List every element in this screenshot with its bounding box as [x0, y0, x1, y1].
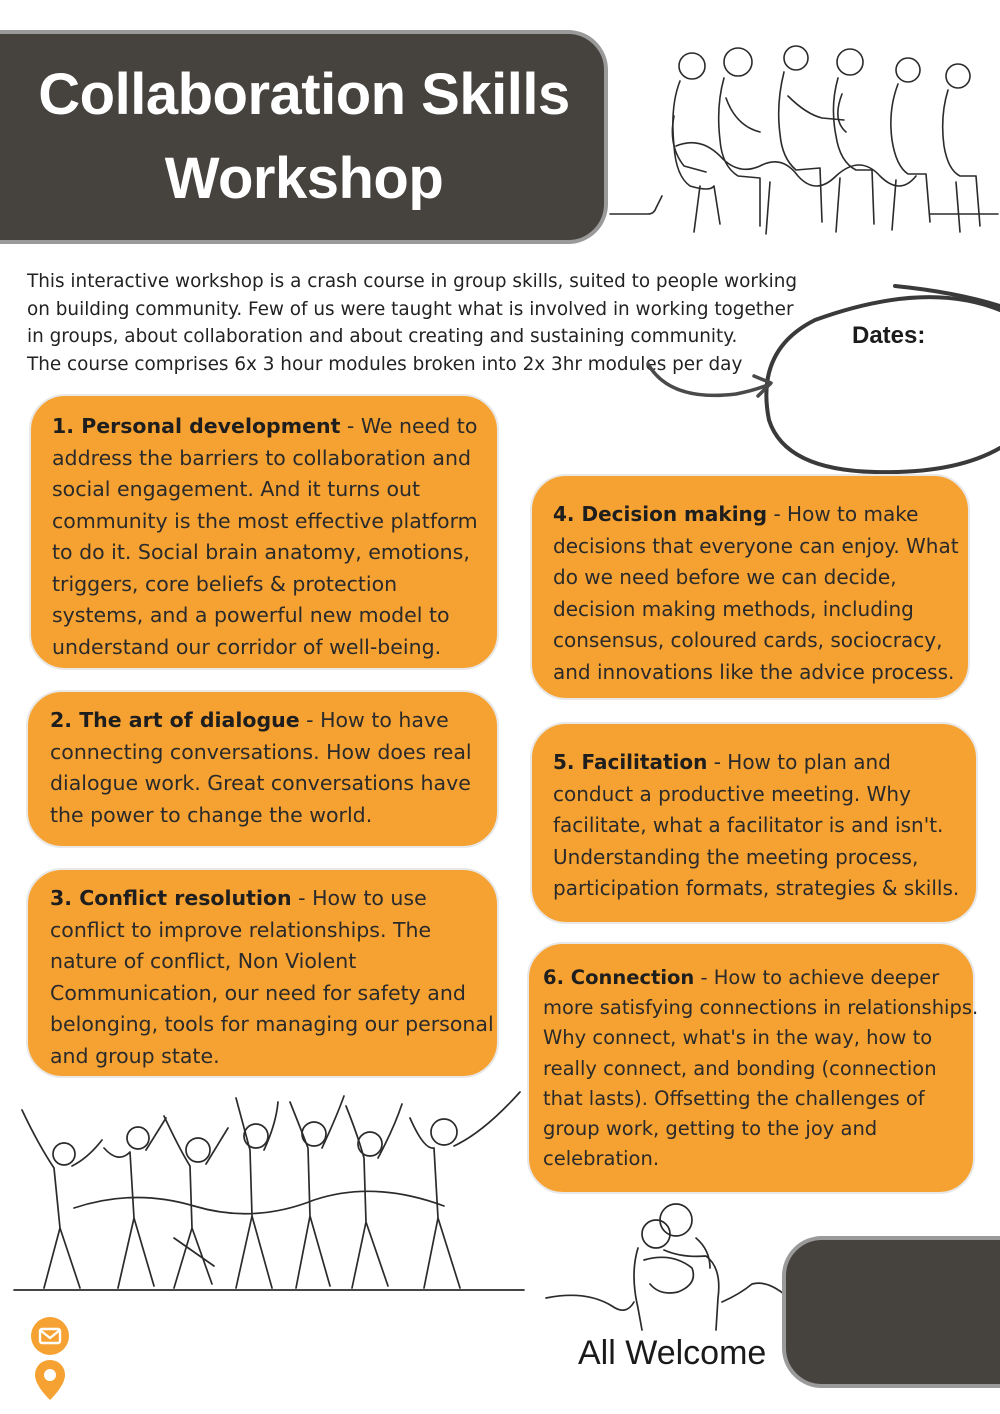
module-text: to do it. Social brain anatomy, emotions, — [52, 540, 470, 564]
intro-line: in groups, about collaboration and about creating and sustaining community. — [27, 326, 738, 347]
welcome-banner — [782, 1236, 1000, 1388]
title-banner — [0, 30, 608, 244]
group-sitting-line-art-icon — [610, 36, 1000, 236]
module-text: connecting conversations. How does real — [50, 739, 472, 764]
curved-arrow-icon — [640, 360, 780, 410]
module-text: dialogue work. Great conversations have — [50, 771, 471, 795]
module-text: the power to change the world. — [50, 802, 373, 827]
module-text: more satisfying connections in relationships. — [543, 996, 979, 1020]
module-text: - How to make — [767, 502, 919, 526]
module-title: 4. Decision making — [553, 502, 768, 526]
module-title: 6. Connection — [543, 966, 695, 989]
module-text: group work, getting to the joy and — [543, 1117, 878, 1141]
module-card-conflict-resolution — [26, 868, 499, 1078]
module-text: Understanding the meeting process, — [553, 844, 919, 869]
module-text: really connect, and bonding (connection — [543, 1056, 937, 1080]
module-title: 5. Facilitation — [553, 750, 708, 774]
intro-line: The course comprises 6x 3 hour modules broken into 2x 3hr modules per day — [27, 353, 743, 375]
module-text: nature of conflict, Non Violent — [50, 949, 357, 973]
module-card-facilitation — [530, 722, 978, 924]
module-text: participation formats, strategies & skills. — [553, 876, 960, 900]
module-text: facilitate, what a facilitator is and isn't. — [553, 813, 944, 837]
location-pin-icon[interactable] — [33, 1358, 67, 1402]
page-title-line-1: Collaboration Skills — [38, 62, 570, 127]
module-card-art-of-dialogue — [26, 690, 499, 848]
module-text: and innovations like the advice process. — [553, 659, 955, 684]
hugging-couple-line-art-icon — [546, 1198, 786, 1336]
page-title-line-2: Workshop — [164, 146, 444, 211]
module-text: - How to have — [299, 708, 449, 732]
module-text: decision making methods, including — [553, 596, 914, 621]
module-text: consensus, coloured cards, sociocracy, — [553, 628, 943, 652]
module-text: that lasts). Offsetting the challenges of — [543, 1086, 925, 1110]
module-text: social engagement. And it turns out — [52, 477, 421, 501]
all-welcome-text: All Welcome — [578, 1334, 767, 1372]
intro-line: This interactive workshop is a crash course in group skills, suited to people working — [27, 271, 798, 292]
module-text: celebration. — [543, 1147, 660, 1171]
module-text: - How to plan and — [707, 750, 891, 774]
module-text: do we need before we can decide, — [553, 565, 897, 589]
module-text: - How to achieve deeper — [694, 966, 940, 989]
module-text: and group state. — [50, 1043, 220, 1068]
module-text: decisions that everyone can enjoy. What — [553, 533, 959, 558]
module-text: - We need to — [340, 414, 478, 438]
module-text: triggers, core beliefs & protection — [52, 571, 398, 596]
module-text: Communication, our need for safety and — [50, 980, 466, 1005]
module-card-decision-making — [530, 474, 970, 700]
dates-label: Dates: — [852, 322, 926, 349]
module-text: conflict to improve relationships. The — [50, 917, 432, 942]
module-title: 2. The art of dialogue — [50, 708, 300, 732]
module-card-connection — [527, 942, 979, 1194]
module-text: - How to use — [291, 886, 427, 910]
module-text: systems, and a powerful new model to — [52, 603, 450, 627]
module-text: understand our corridor of well-being. — [52, 634, 442, 659]
module-text: conduct a productive meeting. Why — [553, 781, 911, 806]
email-icon[interactable] — [30, 1316, 70, 1356]
module-card-personal-development — [29, 394, 499, 670]
module-text: belonging, tools for managing our personal — [50, 1012, 494, 1036]
dates-circle — [755, 270, 1000, 480]
module-title: 1. Personal development — [52, 414, 341, 438]
intro-line: on building community. Few of us were taught what is involved in working together — [27, 298, 794, 320]
module-text: address the barriers to collaboration and — [52, 445, 471, 470]
module-title: 3. Conflict resolution — [50, 886, 292, 910]
module-text: Why connect, what's in the way, how to — [543, 1026, 933, 1050]
group-celebrating-line-art-icon — [14, 1088, 524, 1300]
module-text: community is the most effective platform — [52, 508, 478, 533]
